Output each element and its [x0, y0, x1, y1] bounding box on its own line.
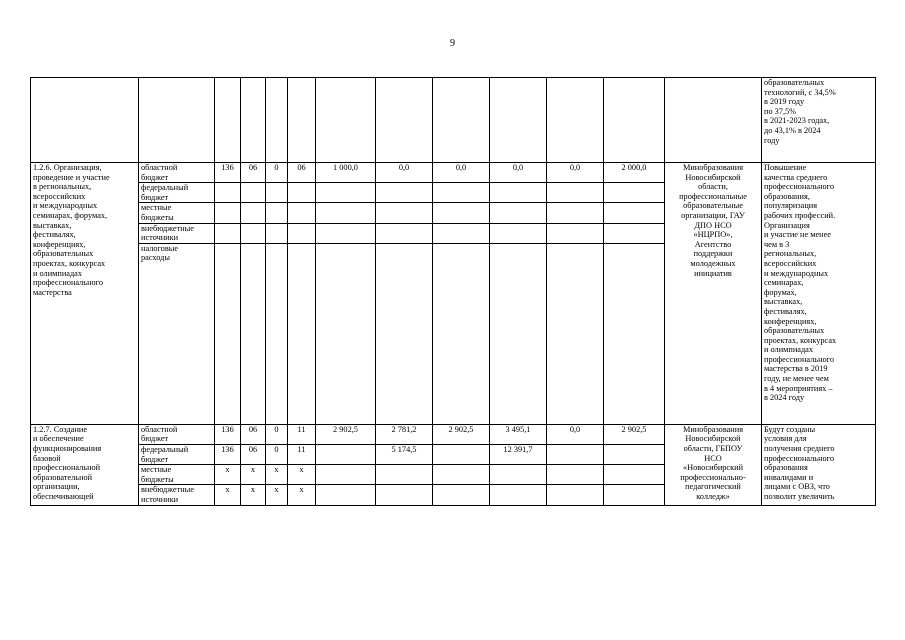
value-cell: 1 000,0 — [316, 163, 376, 183]
value-cell: 12 391,7 — [490, 444, 547, 464]
code-cell: x — [215, 465, 241, 485]
source-label: налоговые расходы — [139, 243, 215, 424]
code-cell: 11 — [288, 444, 316, 464]
code-cell: 0 — [266, 444, 288, 464]
value-cell: 5 174,5 — [376, 444, 433, 464]
value-cell — [547, 444, 604, 464]
code-cell: 136 — [215, 444, 241, 464]
result-cell: Будут созданы условия для получения среднего профессионального образования инвалидами и лицами с ОВЗ, что позволит увеличить — [762, 424, 876, 505]
table-row — [31, 163, 876, 183]
value-cell: 2 902,5 — [604, 424, 665, 444]
value-cell: 0,0 — [490, 163, 547, 183]
source-label: внебюджетные источники — [139, 485, 215, 505]
value-cell: 0,0 — [547, 424, 604, 444]
value-cell — [316, 444, 376, 464]
continuation-row — [31, 78, 876, 163]
code-cell: x — [241, 465, 266, 485]
executor-cell: Минобразования Новосибирской области, профессиональные образовательные организации, ГАУ ДПО НСО «НЦРПО», Агентство поддержки молодежных инициатив — [665, 163, 762, 425]
code-cell: x — [288, 485, 316, 505]
measure-name: 1.2.6. Организация, проведение и участие в региональных, всероссийских и международных семинарах, форумах, выставках, фестивалях, конференциях, образовательных проектах, конкурсах и олимпиадах профессионального мастерства — [31, 163, 139, 425]
code-cell: x — [266, 485, 288, 505]
code-cell: x — [215, 485, 241, 505]
value-cell: 2 000,0 — [604, 163, 665, 183]
value-cell: 0,0 — [547, 163, 604, 183]
code-cell: 11 — [288, 424, 316, 444]
value-cell: 3 495,1 — [490, 424, 547, 444]
source-label: внебюджетные источники — [139, 223, 215, 243]
code-cell: 136 — [215, 163, 241, 183]
program-table — [30, 77, 876, 506]
value-cell — [433, 444, 490, 464]
continuation-result: образовательных технологий, с 34,5% в 2019 году по 37,5% в 2021-2023 годах, до 43,1% в 2024 году — [762, 78, 876, 163]
source-label: местные бюджеты — [139, 465, 215, 485]
table-row — [31, 424, 876, 444]
code-cell: 06 — [241, 444, 266, 464]
code-cell: 0 — [266, 424, 288, 444]
value-cell: 0,0 — [433, 163, 490, 183]
executor-cell: Минобразования Новосибирской области, ГБПОУ НСО «Новосибирский профессионально- педагогический колледж» — [665, 424, 762, 505]
source-label: местные бюджеты — [139, 203, 215, 223]
code-cell: 136 — [215, 424, 241, 444]
code-cell: x — [241, 485, 266, 505]
code-cell: x — [266, 465, 288, 485]
result-cell: Повышение качества среднего профессионального образования, популяризация рабочих профессий. Организация и участие не менее чем в 3 региональных, всероссийских и международных семинарах, форумах, выставках, фестивалях, конференциях, образовательных проектах, конкурсах и олимпиадах профессионального мастерства в 2019 году, не менее чем в 4 мероприятиях – в 2024 году — [762, 163, 876, 425]
measure-name: 1.2.7. Создание и обеспечение функционирования базовой профессиональной образовательной организации, обеспечивающей — [31, 424, 139, 505]
value-cell: 2 781,2 — [376, 424, 433, 444]
value-cell: 2 902,5 — [433, 424, 490, 444]
code-cell: 06 — [288, 163, 316, 183]
code-cell: 0 — [266, 163, 288, 183]
page-number: 9 — [450, 38, 455, 49]
code-cell: 06 — [241, 163, 266, 183]
source-label: областной бюджет — [139, 424, 215, 444]
code-cell: x — [288, 465, 316, 485]
value-cell: 0,0 — [376, 163, 433, 183]
value-cell: 2 902,5 — [316, 424, 376, 444]
code-cell: 06 — [241, 424, 266, 444]
value-cell — [604, 444, 665, 464]
source-label: федеральный бюджет — [139, 444, 215, 464]
source-label: областной бюджет — [139, 163, 215, 183]
source-label: федеральный бюджет — [139, 183, 215, 203]
